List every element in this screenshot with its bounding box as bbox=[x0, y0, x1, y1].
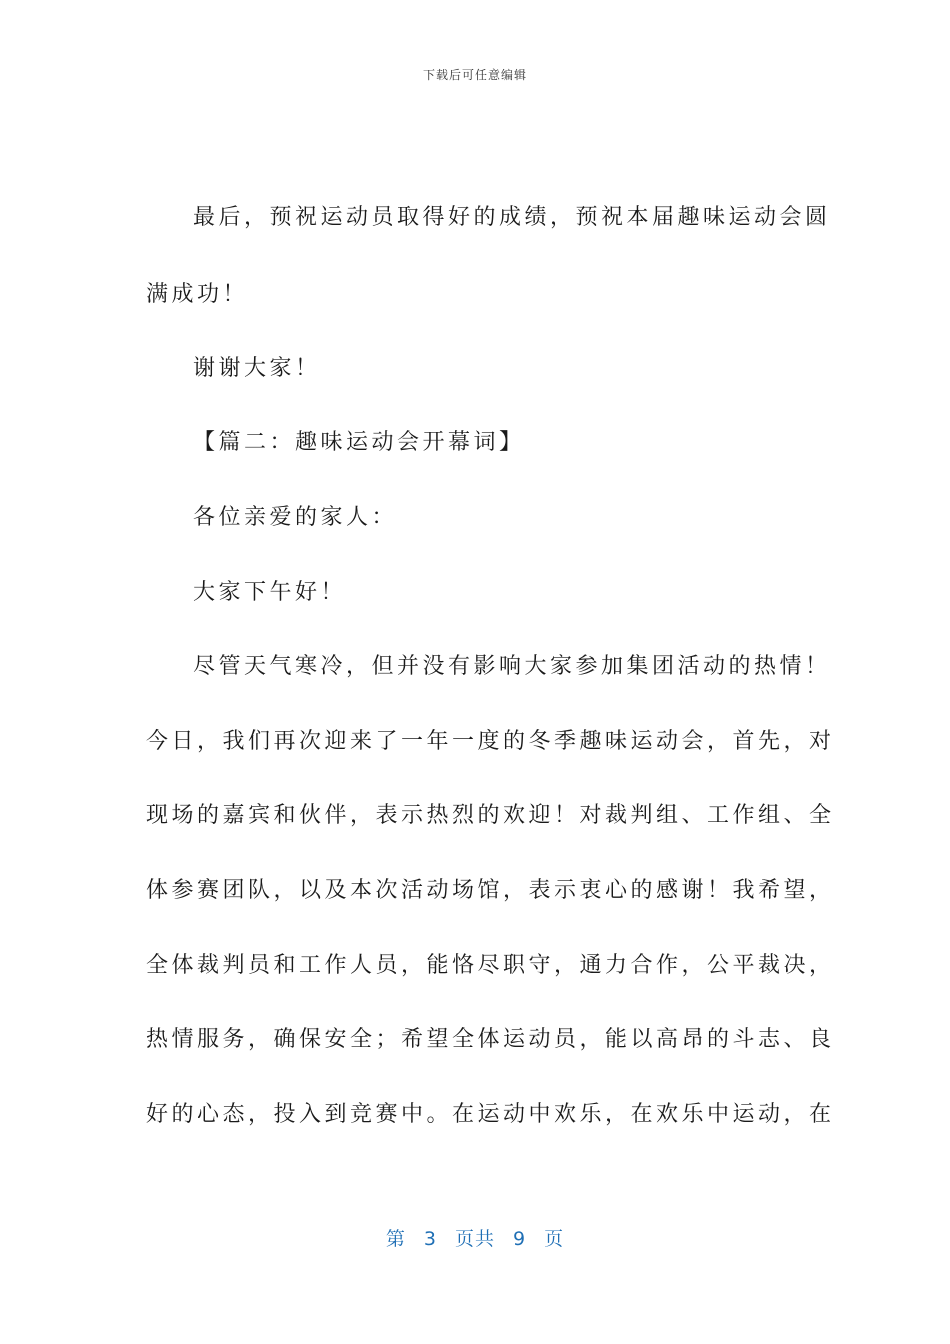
text-line-10: 体参赛团队，以及本次活动场馆，表示衷心的感谢！我希望， bbox=[146, 878, 835, 903]
footer-middle: 页共 bbox=[454, 1228, 495, 1250]
text-line-8: 今日，我们再次迎来了一年一度的冬季趣味运动会，首先，对 bbox=[146, 729, 835, 754]
footer-suffix: 页 bbox=[544, 1228, 565, 1250]
text-line-12: 热情服务，确保安全；希望全体运动员，能以高昂的斗志、良 bbox=[146, 1027, 835, 1052]
text-line-6: 大家下午好！ bbox=[193, 580, 347, 605]
text-line-2: 满成功！ bbox=[146, 282, 249, 307]
text-line-9: 现场的嘉宾和伙伴，表示热烈的欢迎！对裁判组、工作组、全 bbox=[146, 803, 835, 828]
total-pages-number: 9 bbox=[513, 1228, 527, 1250]
text-line-7: 尽管天气寒冷，但并没有影响大家参加集团活动的热情！ bbox=[193, 654, 831, 679]
text-line-13: 好的心态，投入到竞赛中。在运动中欢乐，在欢乐中运动，在 bbox=[146, 1102, 835, 1127]
text-line-1: 最后，预祝运动员取得好的成绩，预祝本届趣味运动会圆 bbox=[193, 205, 831, 230]
text-line-11: 全体裁判员和工作人员，能恪尽职守，通力合作，公平裁决， bbox=[146, 953, 835, 978]
text-line-3: 谢谢大家！ bbox=[193, 356, 321, 381]
footer-prefix: 第 bbox=[385, 1228, 406, 1250]
current-page-number: 3 bbox=[423, 1228, 437, 1250]
header-note: 下载后可任意编辑 bbox=[422, 68, 527, 82]
section-heading: 【篇二：趣味运动会开幕词】 bbox=[193, 430, 525, 455]
page-footer bbox=[0, 1224, 950, 1251]
text-line-5: 各位亲爱的家人： bbox=[193, 505, 398, 530]
